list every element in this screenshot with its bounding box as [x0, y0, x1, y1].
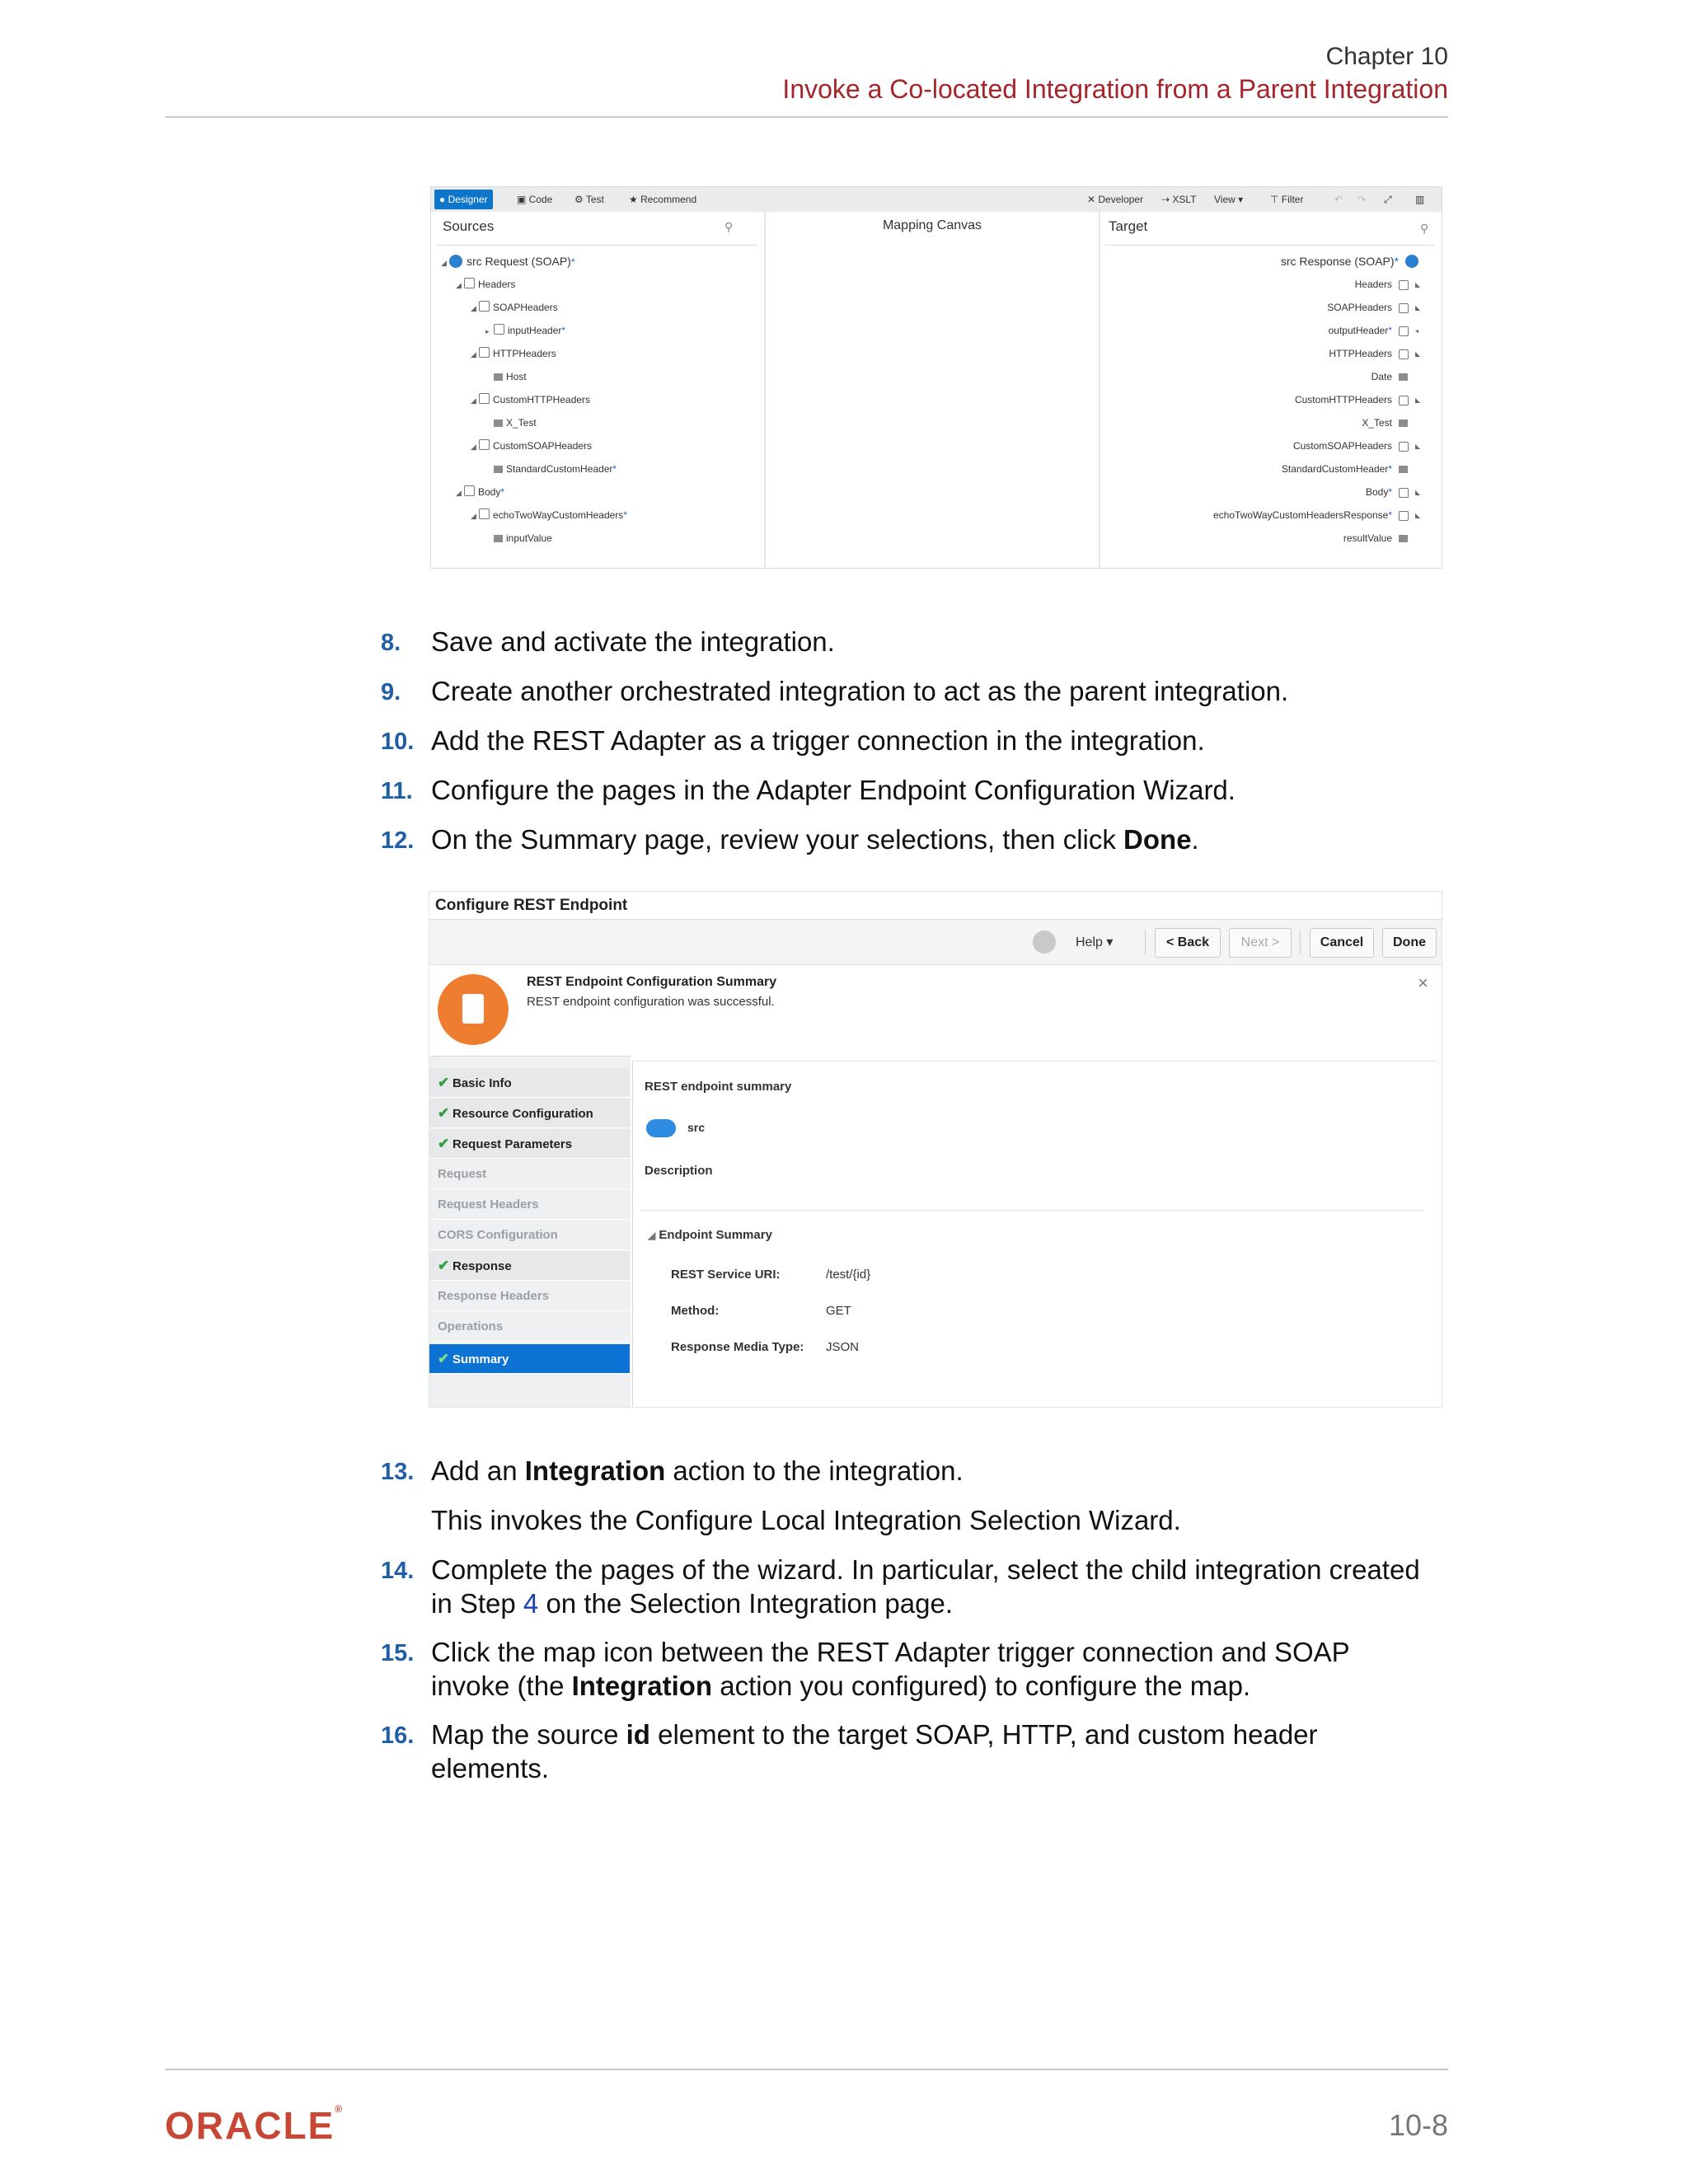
endpoint-name: src: [687, 1121, 706, 1134]
next-button[interactable]: Next >: [1229, 928, 1292, 958]
tree-node[interactable]: ◢ Body*: [456, 486, 505, 498]
tree-node[interactable]: CustomHTTPHeaders: [1294, 394, 1392, 405]
nav-resource-configuration[interactable]: ✔ Resource Configuration: [429, 1099, 630, 1128]
method-value: GET: [826, 1304, 851, 1318]
sources-title: Sources: [443, 218, 495, 234]
search-icon[interactable]: ⚲: [724, 220, 734, 233]
mapper-screenshot: [430, 186, 1442, 569]
nav-request-headers[interactable]: Request Headers: [429, 1190, 630, 1220]
tree-node[interactable]: ◢ CustomHTTPHeaders: [471, 394, 591, 405]
nav-basic-info[interactable]: ✔ Basic Info: [429, 1068, 630, 1098]
nav-operations[interactable]: Operations: [429, 1312, 630, 1342]
nav-response-headers[interactable]: Response Headers: [429, 1282, 630, 1311]
oracle-logo: ORACLE®: [165, 2103, 343, 2147]
check-icon: ✔: [438, 1136, 450, 1151]
sources-pane: [431, 212, 764, 568]
tree-leaf[interactable]: inputValue: [494, 530, 552, 546]
filter-button[interactable]: ⊤ Filter: [1270, 194, 1304, 205]
summary-panel: [632, 1061, 1437, 1408]
tree-node[interactable]: HTTPHeaders: [1329, 348, 1392, 359]
tree-node[interactable]: Headers: [1354, 279, 1392, 290]
redo-icon[interactable]: ↷: [1357, 194, 1367, 205]
tab-test[interactable]: ⚙ Test: [574, 194, 604, 205]
tree-node[interactable]: ◢ CustomSOAPHeaders: [471, 440, 593, 452]
tree-leaf[interactable]: StandardCustomHeader*: [1281, 463, 1392, 475]
tab-code[interactable]: ▣ Code: [517, 194, 553, 205]
rest-uri-value: /test/{id}: [826, 1268, 871, 1282]
nav-cors-configuration[interactable]: CORS Configuration: [429, 1221, 630, 1250]
page-number: 10-8: [1388, 2108, 1448, 2142]
tree-node[interactable]: SOAPHeaders: [1327, 302, 1392, 313]
tree-node[interactable]: outputHeader*: [1328, 325, 1392, 336]
check-icon: ✔: [438, 1351, 450, 1366]
step-15: 15. Click the map icon between the REST Adapter trigger connection and SOAP invoke (the Integration action you configured) to configure the map.: [381, 1637, 1350, 1701]
help-button[interactable]: Help ▾: [1076, 935, 1114, 949]
close-icon[interactable]: ×: [1418, 972, 1428, 993]
nav-response[interactable]: ✔ Response: [429, 1251, 630, 1281]
check-icon: ✔: [438, 1075, 450, 1090]
rest-uri-label: REST Service URI:: [671, 1268, 781, 1282]
mapper-toolbar: [431, 187, 1442, 213]
chapter-label: Chapter 10: [1325, 43, 1448, 70]
soap-icon: [449, 255, 462, 268]
tree-node[interactable]: ◢ src Request (SOAP)*: [441, 255, 575, 268]
tree-node[interactable]: CustomSOAPHeaders: [1292, 440, 1392, 452]
soap-icon: [1405, 255, 1418, 268]
message-title: REST Endpoint Configuration Summary: [527, 975, 777, 989]
tree-node[interactable]: echoTwoWayCustomHeadersResponse*: [1213, 509, 1392, 521]
tree-node[interactable]: ◢ SOAPHeaders: [471, 302, 558, 313]
collapse-icon: ◢: [648, 1230, 656, 1241]
developer-button[interactable]: ✕ Developer: [1087, 194, 1144, 205]
tree-node[interactable]: ◢ Headers: [456, 279, 516, 290]
done-button[interactable]: Done: [1382, 928, 1437, 958]
cloud-icon: [646, 1119, 676, 1137]
summary-heading: REST endpoint summary: [645, 1080, 792, 1094]
tree-leaf[interactable]: Host: [494, 368, 527, 385]
panel-toggle-icon[interactable]: ▥: [1415, 194, 1425, 205]
media-type-value: JSON: [826, 1340, 860, 1354]
expand-icon[interactable]: ⤢: [1384, 194, 1392, 205]
tab-designer[interactable]: ● Designer: [434, 190, 493, 209]
footer-rule: [165, 2069, 1448, 2070]
help-icon[interactable]: [1033, 930, 1056, 954]
step-16: 16. Map the source id element to the target SOAP, HTTP, and custom header elements.: [381, 1719, 1318, 1783]
target-title: Target: [1109, 218, 1148, 234]
mapping-canvas[interactable]: [766, 212, 1099, 568]
canvas-title: Mapping Canvas: [882, 218, 982, 232]
nav-request[interactable]: Request: [429, 1160, 630, 1189]
wizard-toolbar: [429, 919, 1442, 965]
media-type-label: Response Media Type:: [671, 1340, 804, 1354]
cancel-button[interactable]: Cancel: [1310, 928, 1374, 958]
method-label: Method:: [671, 1304, 720, 1318]
description-label: Description: [645, 1164, 713, 1178]
tree-leaf[interactable]: Date: [1371, 371, 1392, 382]
tab-recommend[interactable]: ★ Recommend: [629, 194, 697, 205]
tree-node[interactable]: ◢ echoTwoWayCustomHeaders*: [471, 509, 627, 521]
wizard-title: Configure REST Endpoint: [435, 897, 628, 914]
rest-adapter-icon: [438, 974, 509, 1045]
header-rule: [165, 116, 1448, 118]
tree-node[interactable]: ▸ inputHeader*: [485, 325, 566, 336]
tree-leaf[interactable]: StandardCustomHeader*: [494, 461, 617, 477]
target-pane: Target ⚲ src Response (SOAP)* Headers SOAPHeaders outputHeader* HTTPHeaders Date CustomHTTPHeaders X_Test CustomSOAPHeaders StandardCustomHeader* Body* echoTwoWayCustomHeadersResponse* resultValue ◣ ◣ ◂ ◣ ◣ ◣ ◣ ◣: [1100, 212, 1442, 568]
xslt-button[interactable]: ⇢ XSLT: [1161, 194, 1197, 205]
nav-summary[interactable]: ✔ Summary: [429, 1344, 630, 1374]
tree-leaf[interactable]: X_Test: [494, 415, 537, 431]
message-text: REST endpoint configuration was successful.: [527, 995, 775, 1009]
view-button[interactable]: View ▾: [1214, 194, 1244, 205]
step-4-link[interactable]: 4: [523, 1588, 539, 1619]
tree-leaf[interactable]: resultValue: [1343, 532, 1392, 544]
tree-node[interactable]: Body*: [1365, 486, 1392, 498]
check-icon: ✔: [438, 1105, 450, 1121]
chapter-title: Invoke a Co-located Integration from a Parent Integration: [782, 74, 1448, 104]
rest-wizard-screenshot: [429, 891, 1442, 1408]
undo-icon[interactable]: ↶: [1334, 194, 1343, 205]
search-icon[interactable]: ⚲: [1420, 222, 1429, 235]
endpoint-summary-label[interactable]: ◢ Endpoint Summary: [648, 1228, 772, 1242]
back-button[interactable]: < Back: [1155, 928, 1221, 958]
tree-node[interactable]: src Response (SOAP)*: [1280, 255, 1399, 268]
tree-node[interactable]: ◢ HTTPHeaders: [471, 348, 556, 359]
step-14: 14. Complete the pages of the wizard. In particular, select the child integration created in Step 4 on the Selection Integration page.: [381, 1554, 1420, 1619]
nav-request-parameters[interactable]: ✔ Request Parameters: [429, 1129, 630, 1159]
check-icon: ✔: [438, 1258, 450, 1273]
tree-leaf[interactable]: X_Test: [1362, 417, 1392, 429]
step-13-note: This invokes the Configure Local Integration Selection Wizard.: [431, 1505, 1181, 1535]
wizard-nav: [429, 1056, 631, 1408]
